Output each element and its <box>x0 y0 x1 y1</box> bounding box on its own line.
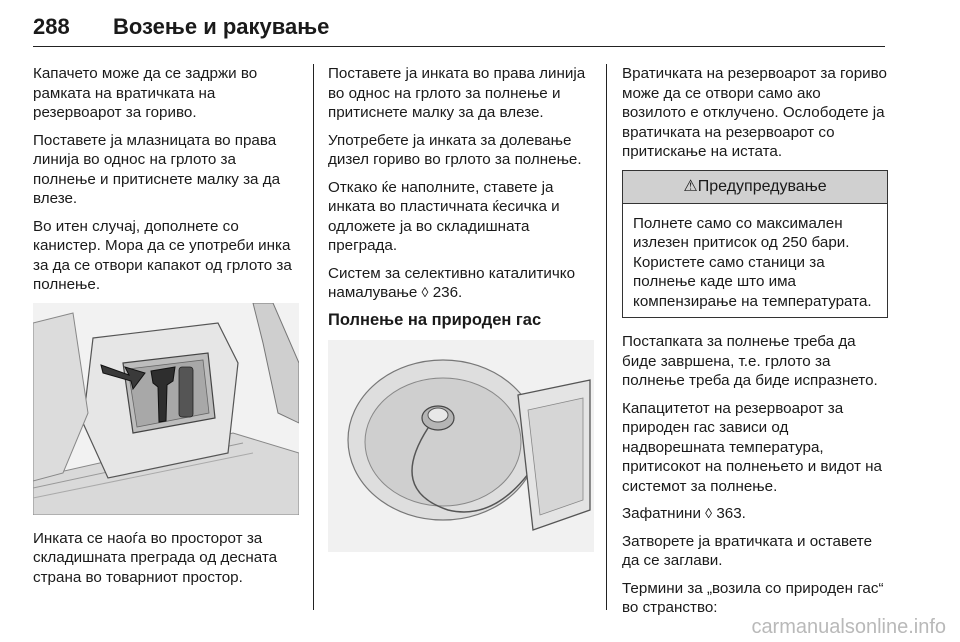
reference-page-link[interactable]: 363. <box>716 505 746 522</box>
paragraph: Поставете ја млазницата во права линија во однос на грлото за полнење и притиснете малку за да влезе. <box>33 131 281 207</box>
column-3 <box>622 64 888 626</box>
funnel-storage-drawing <box>33 303 299 515</box>
page-header <box>33 14 885 47</box>
paragraph: Откако ќе наполните, ставете ја инката во пластичната ќесичка и одложете ја во складишната преграда. <box>328 178 560 254</box>
paragraph: Употребете ја инката за долевање дизел гориво во грлото за полнење. <box>328 131 582 168</box>
paragraph: Постапката за полнење треба да биде завршена, т.е. грлото за полнење треба да биде испразнето. <box>622 333 878 389</box>
figure-caption: Инката се наоѓа во просторот за складишната преграда од десната страна во товарниот простор. <box>33 529 278 586</box>
subheading-natural-gas: Полнење на природен гас <box>328 310 542 329</box>
column-divider-1 <box>313 64 314 610</box>
funnel-storage-illustration <box>33 303 299 515</box>
warning-icon: ⚠ <box>683 177 698 195</box>
warning-title: Предупредување <box>697 177 827 195</box>
reference-text: Зафатнини <box>622 505 706 522</box>
warning-box <box>622 170 888 319</box>
paragraph: Капацитетот на резервоарот за природен гас зависи од надворешната температура, притисокот на полнењето и видот на системот за полнење. <box>622 399 882 495</box>
reference-text: Систем за селективно каталитичко намалување <box>328 264 576 301</box>
column-2 <box>328 64 594 566</box>
reference-page-link[interactable]: 236. <box>432 284 463 301</box>
gas-filler-illustration <box>328 340 594 552</box>
paragraph: Капачето може да се задржи во рамката на вратичката на резервоарот за гориво. <box>33 65 258 121</box>
page-reference-icon: ◊ <box>705 505 713 521</box>
warning-text: Полнете само со максимален излезен притисок од 250 бари. Користете само станици за полнење каде што има компензирање на температурата. <box>633 214 872 310</box>
watermark: carmanualsonline.info <box>751 616 946 638</box>
warning-header <box>623 171 887 204</box>
paragraph: Термини за „возила со природен гас“ во странство: <box>622 579 884 616</box>
paragraph: Во итен случај, дополнете со канистер. Мора да се употреби инка за да се отвори капакот од грлото за полнење. <box>33 217 292 293</box>
column-divider-2 <box>606 64 607 610</box>
paragraph: Затворете ја вратичката и оставете да се заглави. <box>622 532 873 569</box>
gas-filler-drawing <box>328 340 594 552</box>
paragraph-with-reference <box>328 264 594 303</box>
column-1 <box>33 64 299 595</box>
paragraph: Поставете ја инката во права линија во однос на грлото за полнење и притиснете малку за да влезе. <box>328 65 586 121</box>
section-title: Возење и ракување <box>113 14 330 39</box>
paragraph-with-reference <box>622 504 888 524</box>
page-number: 288 <box>33 14 70 39</box>
paragraph: Вратичката на резервоарот за гориво може да се отвори само ако возилото е отклучено. Ослободете ја вратичката на резервоарот со притискање на истата. <box>622 65 887 160</box>
page-reference-icon: ◊ <box>421 284 429 300</box>
